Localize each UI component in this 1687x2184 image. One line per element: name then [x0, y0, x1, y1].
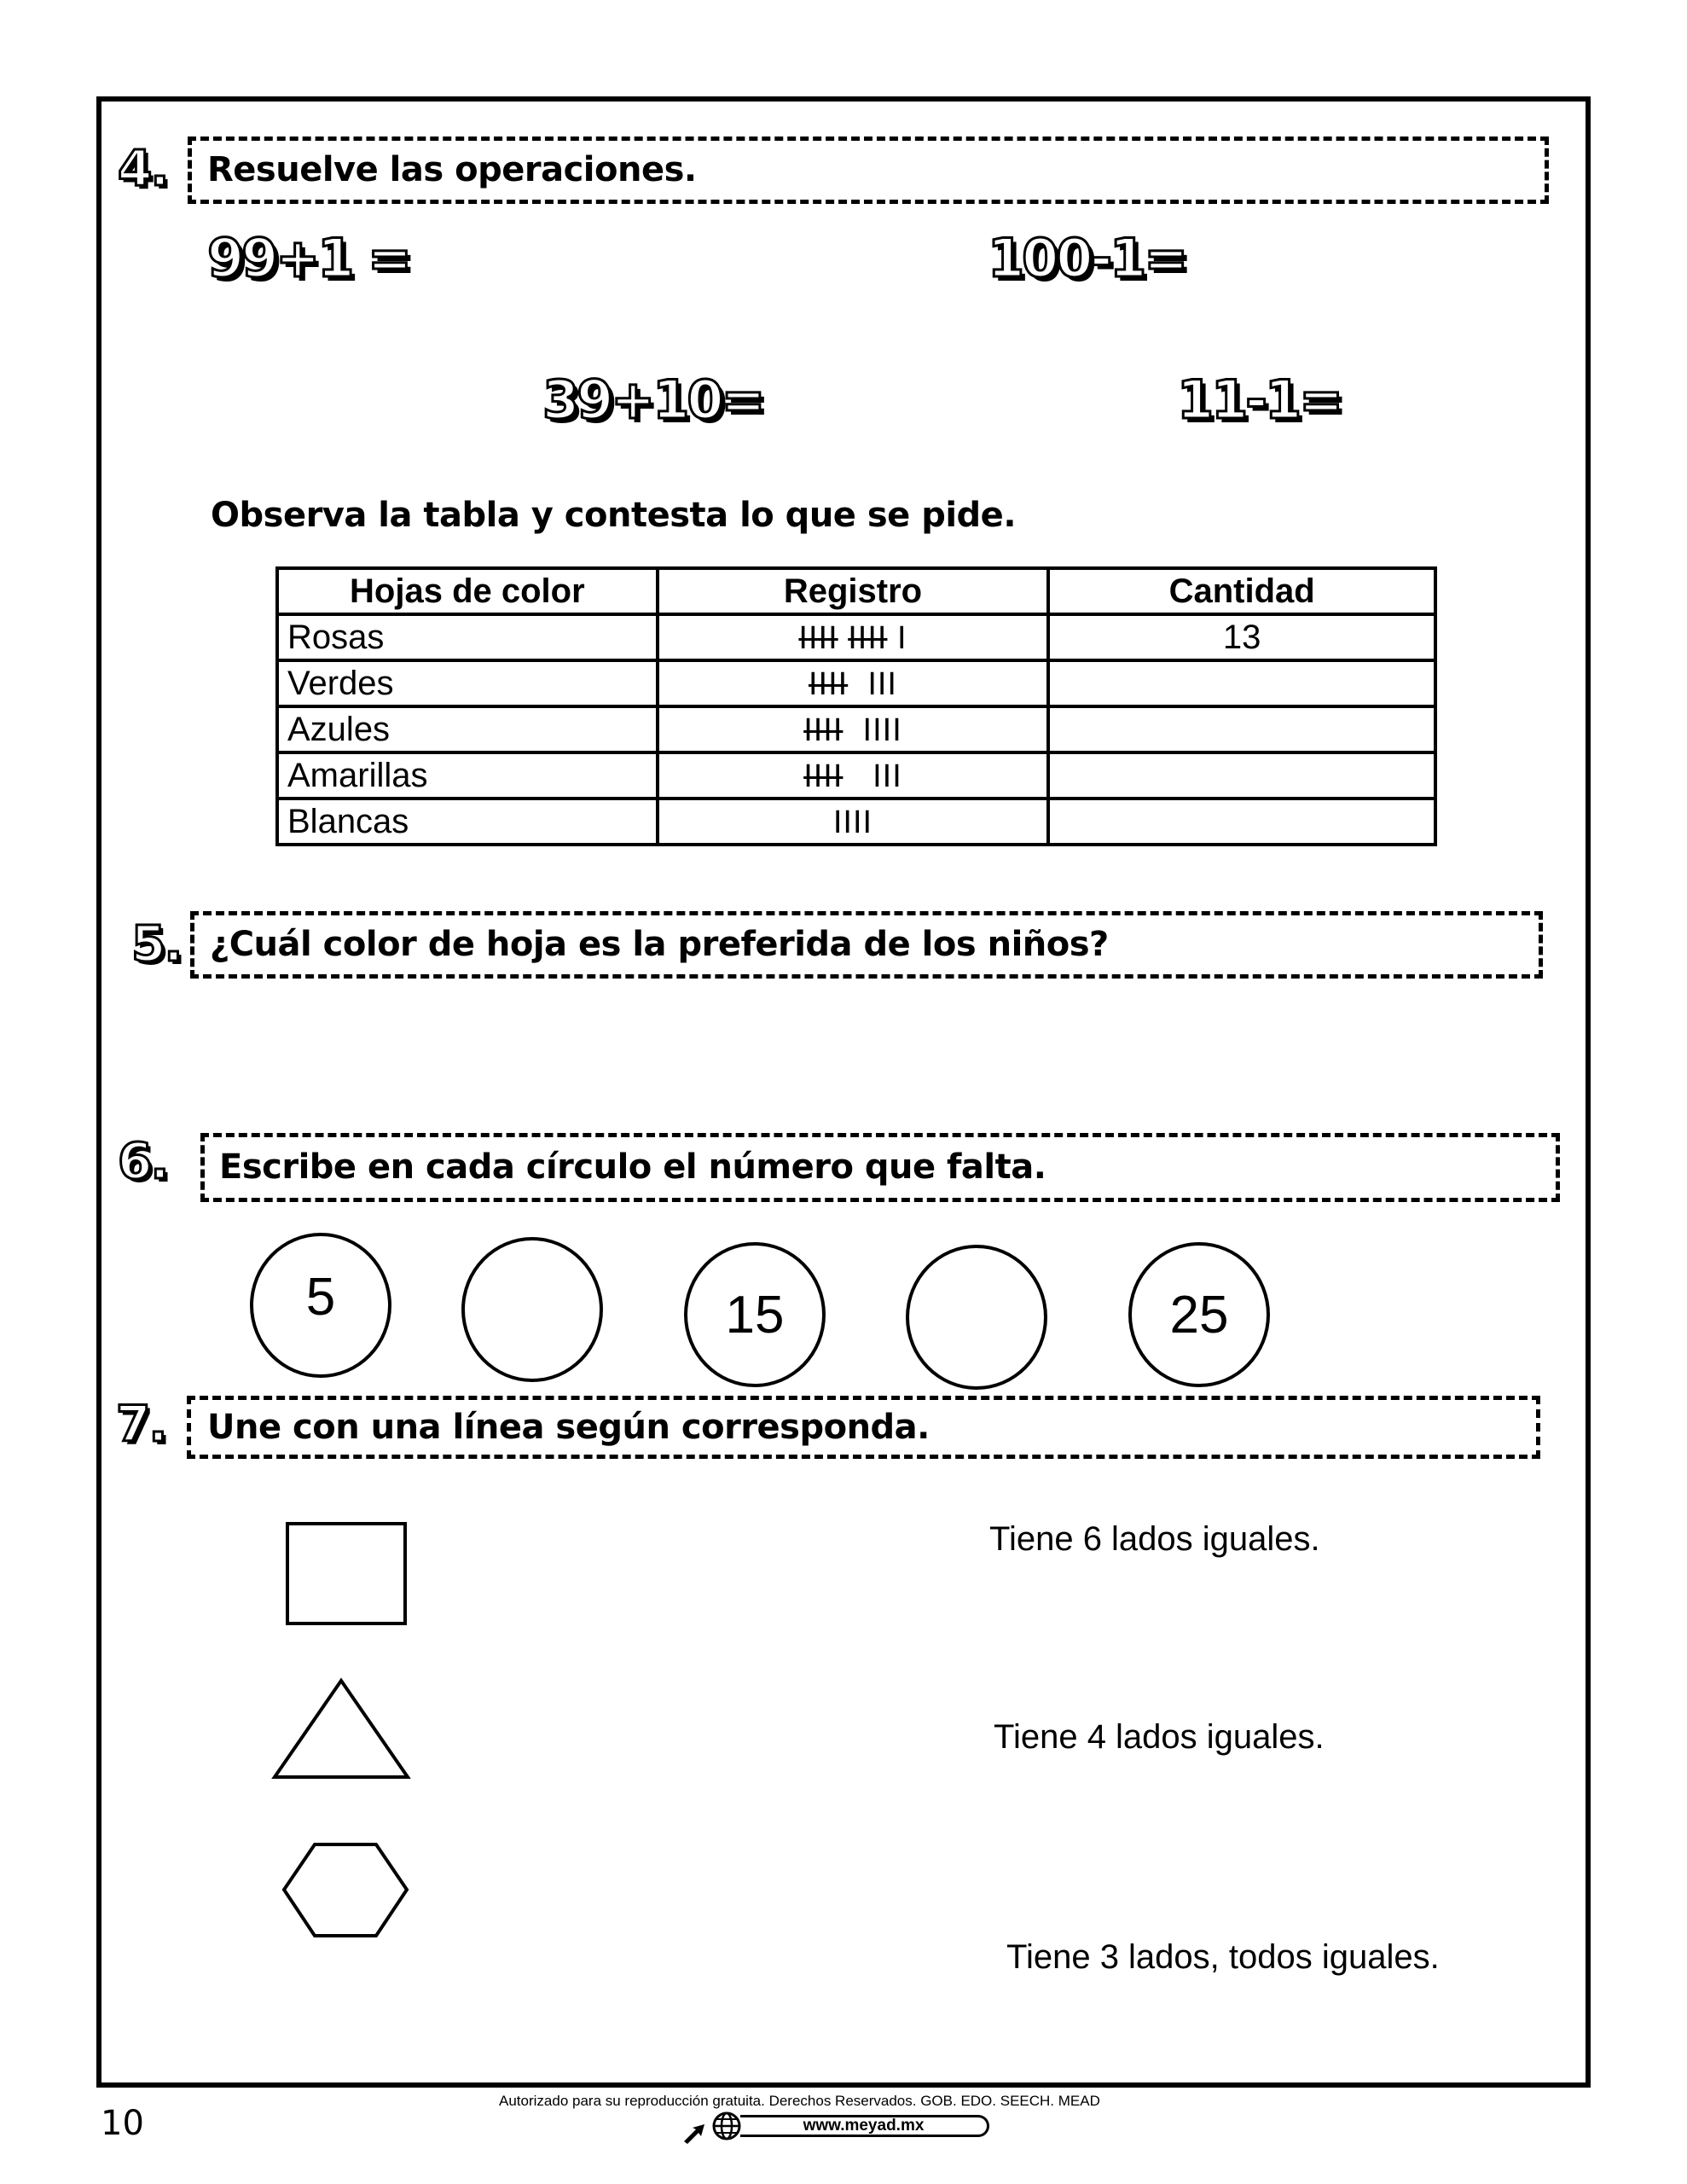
row-color: Rosas — [277, 614, 658, 660]
tally-marks-icon: IIII III — [808, 666, 897, 702]
square-icon[interactable] — [287, 1524, 405, 1623]
section-6-title: Escribe en cada círculo el número que falta. — [219, 1147, 1046, 1187]
operation-4: 11-1= — [1177, 369, 1342, 431]
tally-marks-icon: IIII IIII — [803, 712, 902, 748]
section-5-number: 5. — [131, 915, 182, 973]
header-registro: Registro — [658, 568, 1049, 614]
row-color: Amarillas — [277, 752, 658, 799]
footer-notice: Autorizado para su reproducción gratuita. Derechos Reservados. GOB. EDO. SEECH. MEAD — [499, 2093, 1100, 2109]
globe-cursor-icon — [682, 2111, 746, 2145]
description-2[interactable]: Tiene 4 lados iguales. — [994, 1718, 1325, 1756]
header-cantidad: Cantidad — [1048, 568, 1435, 614]
row-color: Azules — [277, 706, 658, 752]
header-color: Hojas de color — [277, 568, 658, 614]
operation-2: 100-1= — [988, 227, 1186, 289]
description-1[interactable]: Tiene 6 lados iguales. — [989, 1520, 1320, 1558]
section-4-number: 4. — [118, 139, 168, 197]
hexagon-icon[interactable] — [284, 1844, 407, 1936]
circle-value: 15 — [725, 1285, 785, 1345]
table-intro: Observa la tabla y contesta lo que se pide. — [211, 496, 1017, 535]
row-quantity: 13 — [1048, 614, 1435, 660]
website-link[interactable] — [740, 2115, 989, 2137]
operation-1: 99+1 = — [207, 227, 409, 289]
tally-marks-icon: IIII — [832, 804, 873, 840]
tally-marks-icon: IIII IIII I — [798, 620, 907, 656]
circle-value: 5 — [305, 1267, 336, 1327]
section-7-title: Une con una línea según corresponda. — [207, 1408, 930, 1447]
tally-marks-icon: IIII III — [803, 758, 902, 794]
description-3[interactable]: Tiene 3 lados, todos iguales. — [1006, 1938, 1440, 1976]
website-url[interactable]: www.meyad.mx — [803, 2117, 925, 2135]
row-color: Blancas — [277, 799, 658, 845]
circle-value: 25 — [1169, 1285, 1229, 1345]
row-color: Verdes — [277, 660, 658, 706]
section-7-number: 7. — [116, 1395, 166, 1453]
section-4-title: Resuelve las operaciones. — [207, 150, 697, 189]
operation-3: 39+10= — [542, 369, 763, 431]
section-6-number: 6. — [118, 1132, 168, 1190]
page-number: 10 — [101, 2104, 144, 2143]
section-5-title: ¿Cuál color de hoja es la preferida de los niños? — [210, 925, 1109, 964]
triangle-icon[interactable] — [275, 1681, 408, 1777]
